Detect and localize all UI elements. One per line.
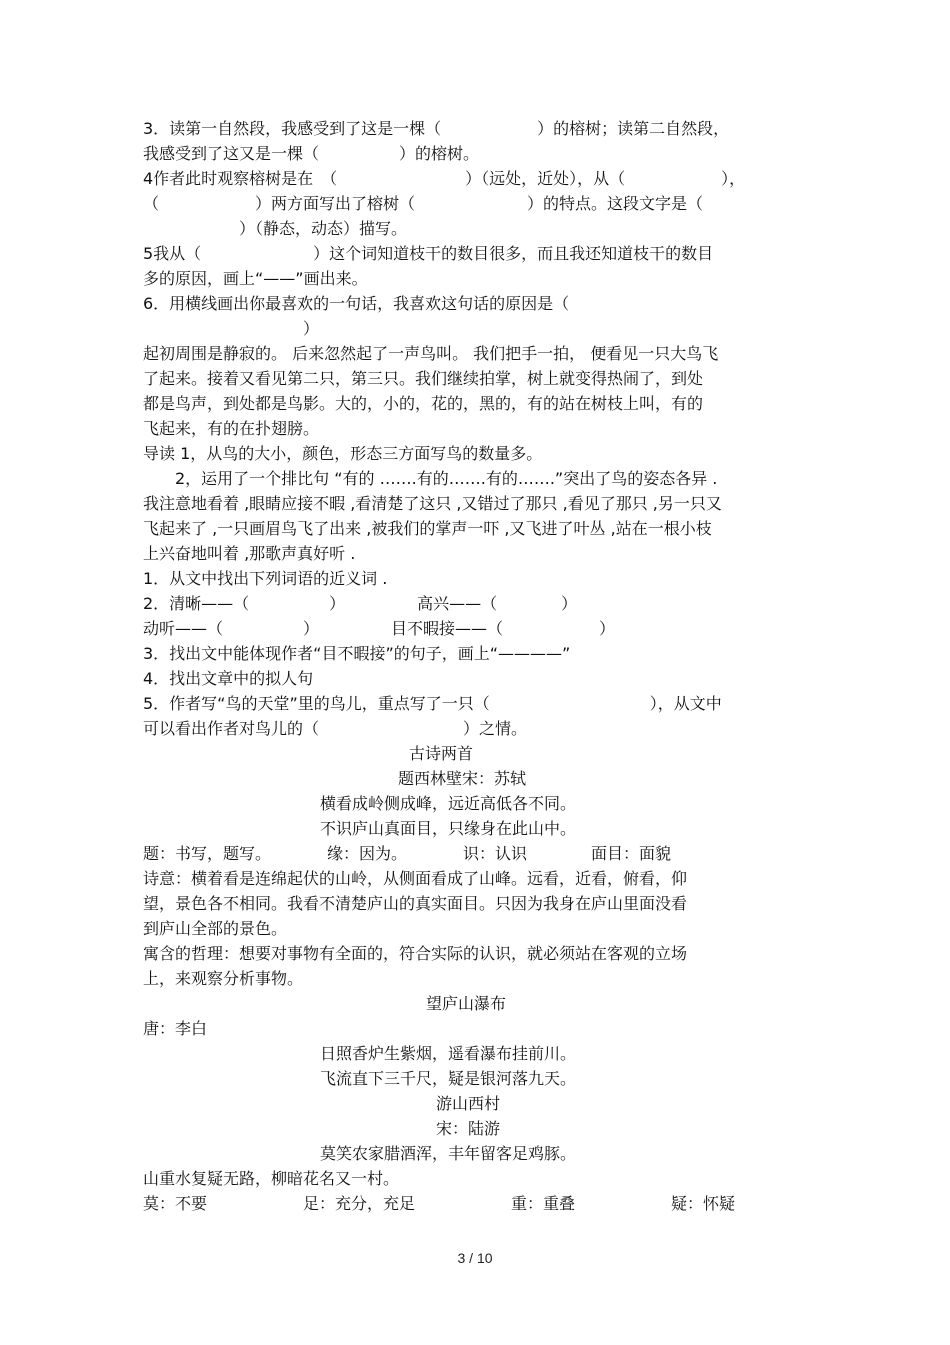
poem-line: 日照香炉生紫烟，遥看瀑布挂前川。	[320, 1044, 577, 1063]
poem-line: 莫笑农家腊酒浑，丰年留客足鸡豚。	[320, 1144, 577, 1163]
poem-author: 唐：李白	[143, 1019, 208, 1038]
text-line: 1．从文中找出下列词语的近义词 .	[143, 569, 388, 588]
poem-line: 飞流直下三千尺，疑是银河落九天。	[320, 1069, 577, 1088]
text-line: 我注意地看着 ,眼睛应接不暇 ,看清楚了这只 ,又错过了那只 ,看见了那只 ,另一只又	[143, 494, 722, 513]
text-line: 起初周围是静寂的。 后来忽然起了一声鸟叫。 我们把手一拍， 便看见一只大鸟飞	[143, 344, 719, 363]
text-line: ）	[143, 319, 320, 338]
poem-line: 不识庐山真面目，只缘身在此山中。	[320, 819, 577, 838]
text-line: 导读 1，从鸟的大小，颜色，形态三方面写鸟的数量多。	[143, 444, 543, 463]
text-line: 望，景色各不相同。我看不清楚庐山的真实面目。只因为我身在庐山里面没看	[143, 894, 688, 913]
poem-line: 山重水复疑无路，柳暗花名又一村。	[143, 1169, 400, 1188]
text-line: 可以看出作者对鸟儿的（ ）之情。	[143, 719, 528, 738]
text-line: （ ）两方面写出了榕树（ ）的特点。这段文字是（	[143, 194, 704, 213]
text-line: 4作者此时观察榕树是在 （ ）（远处，近处），从（ ），	[143, 169, 746, 188]
text-line: ）（静态，动态）描写。	[143, 219, 408, 238]
text-line: 5我从（ ）这个词知道枝干的数目很多，而且我还知道枝干的数目	[143, 244, 714, 263]
text-line: 题：书写，题写。 缘：因为。 识：认识 面目：面貌	[143, 844, 672, 863]
text-line: 2，运用了一个排比句 “有的 …….有的…….有的…….”突出了鸟的姿态各异 .	[143, 469, 718, 488]
page-number: 3 / 10	[457, 1250, 493, 1266]
text-line: 3．找出文中能体现作者“目不暇接”的句子，画上“————”	[143, 644, 571, 663]
text-line: 到庐山全部的景色。	[143, 919, 288, 938]
poem-title: 望庐山瀑布	[426, 994, 507, 1013]
text-line: 莫：不要 足：充分，充足 重：重叠 疑：怀疑	[143, 1194, 736, 1213]
text-line: 上，来观察分析事物。	[143, 969, 304, 988]
text-line: 多的原因，画上“——”画出来。	[143, 269, 368, 288]
text-line: 上兴奋地叫着 ,那歌声真好听 .	[143, 544, 356, 563]
text-line: 我感受到了这又是一棵（ ）的榕树。	[143, 144, 480, 163]
poem-line: 横看成岭侧成峰，远近高低各不同。	[320, 794, 577, 813]
text-line: 了起来。接着又看见第二只，第三只。我们继续拍掌，树上就变得热闹了，到处	[143, 369, 704, 388]
text-line: 6．用横线画出你最喜欢的一句话，我喜欢这句话的原因是（	[143, 294, 570, 313]
poem-title: 题西林壁宋：苏轼	[398, 769, 527, 788]
text-line: 3．读第一自然段，我感受到了这是一棵（ ）的榕树；读第二自然段，	[143, 119, 730, 138]
text-line: 寓含的哲理：想要对事物有全面的，符合实际的认识，就必须站在客观的立场	[143, 944, 688, 963]
text-line: 动听——（ ） 目不暇接——（ ）	[143, 619, 616, 638]
text-line: 5．作者写“鸟的天堂”里的鸟儿，重点写了一只（ ），从文中	[143, 694, 722, 713]
text-line: 飞起来，有的在扑翅膀。	[143, 419, 320, 438]
section-title: 古诗两首	[409, 744, 474, 763]
text-line: 诗意：横着看是连绵起伏的山岭，从侧面看成了山峰。远看，近看，俯看，仰	[143, 869, 688, 888]
text-line: 都是鸟声，到处都是鸟影。大的，小的，花的，黑的，有的站在树枝上叫，有的	[143, 394, 704, 413]
poem-author: 宋：陆游	[436, 1119, 501, 1138]
poem-title: 游山西村	[436, 1094, 501, 1113]
text-line: 4．找出文章中的拟人句	[143, 669, 314, 688]
text-line: 飞起来了 ,一只画眉鸟飞了出来 ,被我们的掌声一吓 ,又飞进了叶丛 ,站在一根小枝	[143, 519, 712, 538]
text-line: 2．清晰——（ ） 高兴——（ ）	[143, 594, 578, 613]
